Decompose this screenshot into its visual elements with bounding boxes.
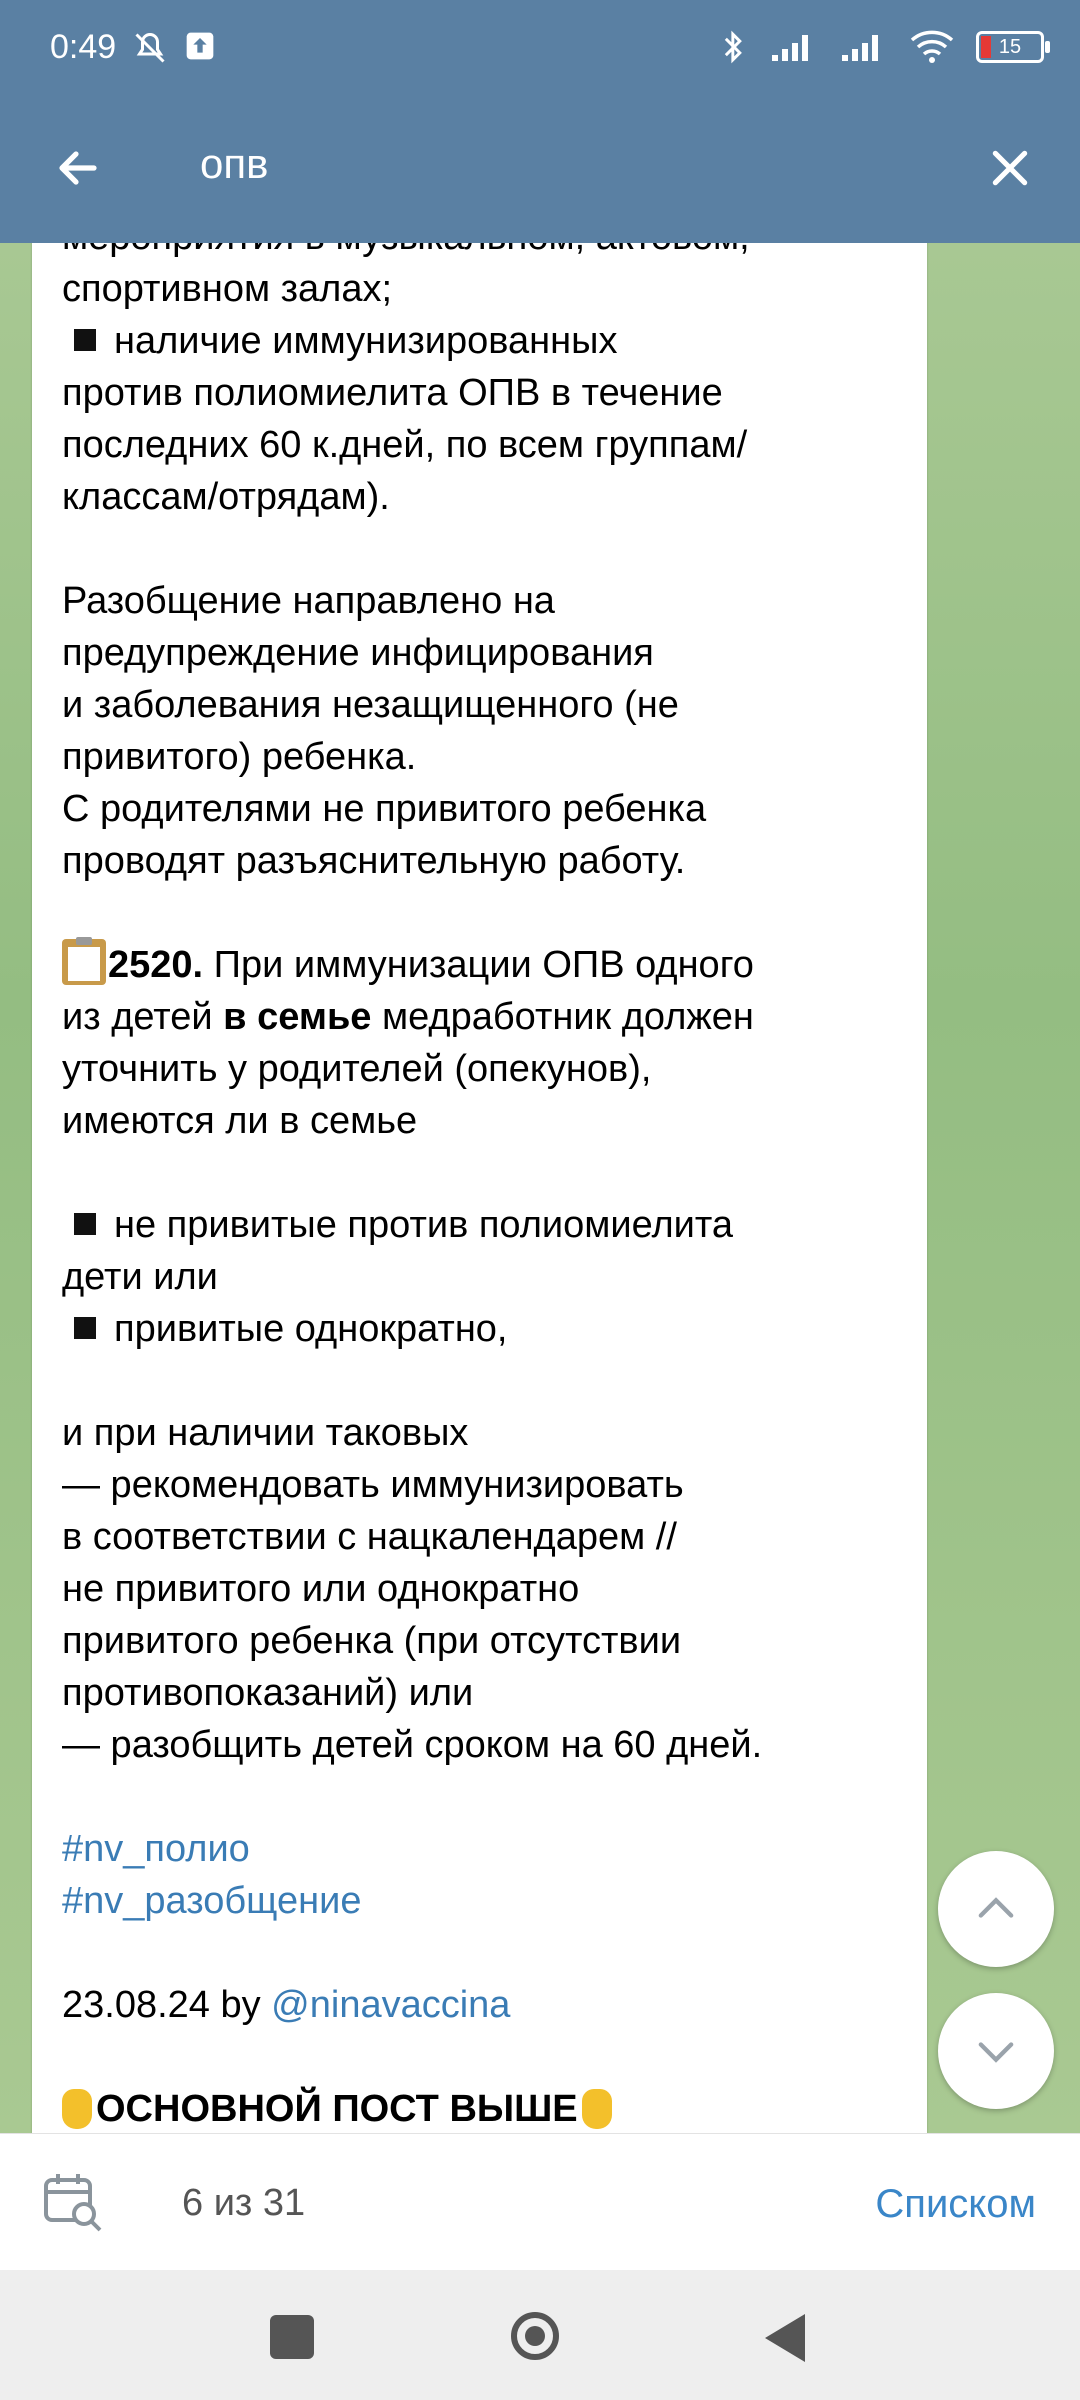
message-line: дети или xyxy=(62,1256,218,1298)
message-line: — рекомендовать иммунизировать xyxy=(62,1464,684,1506)
hashtag-link[interactable]: #nv_полио xyxy=(62,1828,250,1870)
status-left-icons xyxy=(132,30,216,66)
message-line: и при наличии таковых xyxy=(62,1412,469,1454)
message-line: уточнить у родителей (опекунов), xyxy=(62,1048,652,1090)
hashtag-link[interactable]: #nv_разобщение xyxy=(62,1880,362,1922)
home-button[interactable] xyxy=(511,2312,559,2360)
recents-button[interactable] xyxy=(270,2315,314,2359)
message-line: наличие иммунизированных xyxy=(62,315,912,367)
message-line: спортивном залах; xyxy=(62,268,393,310)
bullet-icon xyxy=(74,1213,96,1235)
message-line: предупреждение инфицирования xyxy=(62,632,654,674)
message-text xyxy=(62,233,912,2135)
list-view-button[interactable]: Списком xyxy=(875,2182,1036,2226)
bluetooth-icon xyxy=(720,28,748,66)
calendar-search-icon[interactable] xyxy=(40,2170,104,2239)
message-line: — разобщить детей сроком на 60 дней. xyxy=(62,1724,763,1766)
message-line: привитого ребенка (при отсутствии xyxy=(62,1620,682,1662)
message-line: классам/отрядам). xyxy=(62,476,390,518)
arrow-left-icon xyxy=(54,144,102,192)
message-line: проводят разъяснительную работу. xyxy=(62,840,686,882)
message-line: С родителями не привитого ребенка xyxy=(62,788,707,830)
message-line: 23.08.24 by @ninavaccina xyxy=(62,1984,511,2026)
bullet-icon xyxy=(74,1317,96,1339)
back-nav-button[interactable] xyxy=(765,2314,805,2362)
pointing-up-icon xyxy=(582,2089,612,2129)
bell-off-icon xyxy=(132,30,168,66)
upload-icon xyxy=(184,30,216,62)
signal-icon xyxy=(770,31,818,63)
wifi-icon xyxy=(910,30,954,64)
clipboard-icon xyxy=(62,939,106,985)
message-line: 2520. При иммунизации ОПВ одного xyxy=(62,939,912,991)
message-bubble[interactable] xyxy=(32,233,927,2133)
result-counter: 6 из 31 xyxy=(182,2182,306,2224)
message-line: привитые однократно, xyxy=(62,1303,912,1355)
app-header xyxy=(0,0,1080,243)
message-line: и заболевания незащищенного (не xyxy=(62,684,679,726)
signal-icon-2 xyxy=(840,31,888,63)
message-line: в соответствии с нацкалендарем // xyxy=(62,1516,677,1558)
search-results-bar xyxy=(0,2133,1080,2271)
message-line: Разобщение направлено на xyxy=(62,580,555,622)
chevron-down-icon xyxy=(970,2025,1022,2077)
scroll-down-button[interactable] xyxy=(938,1993,1054,2109)
back-button[interactable] xyxy=(50,140,106,196)
battery-level: 15 xyxy=(998,36,1022,58)
mention-link[interactable]: @ninavaccina xyxy=(271,1984,511,2026)
chevron-up-icon xyxy=(970,1883,1022,1935)
message-line: не привитого или однократно xyxy=(62,1568,580,1610)
bullet-icon xyxy=(74,329,96,351)
chat-background xyxy=(0,243,1080,2133)
message-line: имеются ли в семье xyxy=(62,1100,418,1142)
message-line: из детей в семье медработник должен xyxy=(62,996,754,1038)
message-line: не привитые против полиомиелита xyxy=(62,1199,912,1251)
message-line: против полиомиелита ОПВ в течение xyxy=(62,372,723,414)
close-icon xyxy=(988,146,1032,190)
message-line: ОСНОВНОЙ ПОСТ ВЫШЕ xyxy=(62,2083,912,2135)
message-line: последних 60 к.дней, по всем группам/ xyxy=(62,424,748,466)
search-query-input[interactable]: опв xyxy=(200,140,269,187)
close-search-button[interactable] xyxy=(982,140,1038,196)
pointing-up-icon xyxy=(62,2089,92,2129)
status-right-icons xyxy=(720,28,1044,66)
scroll-up-button[interactable] xyxy=(938,1851,1054,1967)
battery-icon xyxy=(976,31,1044,63)
message-line: противопоказаний) или xyxy=(62,1672,474,1714)
message-line: привитого) ребенка. xyxy=(62,736,417,778)
system-nav-bar xyxy=(0,2270,1080,2400)
status-time: 0:49 xyxy=(50,28,117,66)
